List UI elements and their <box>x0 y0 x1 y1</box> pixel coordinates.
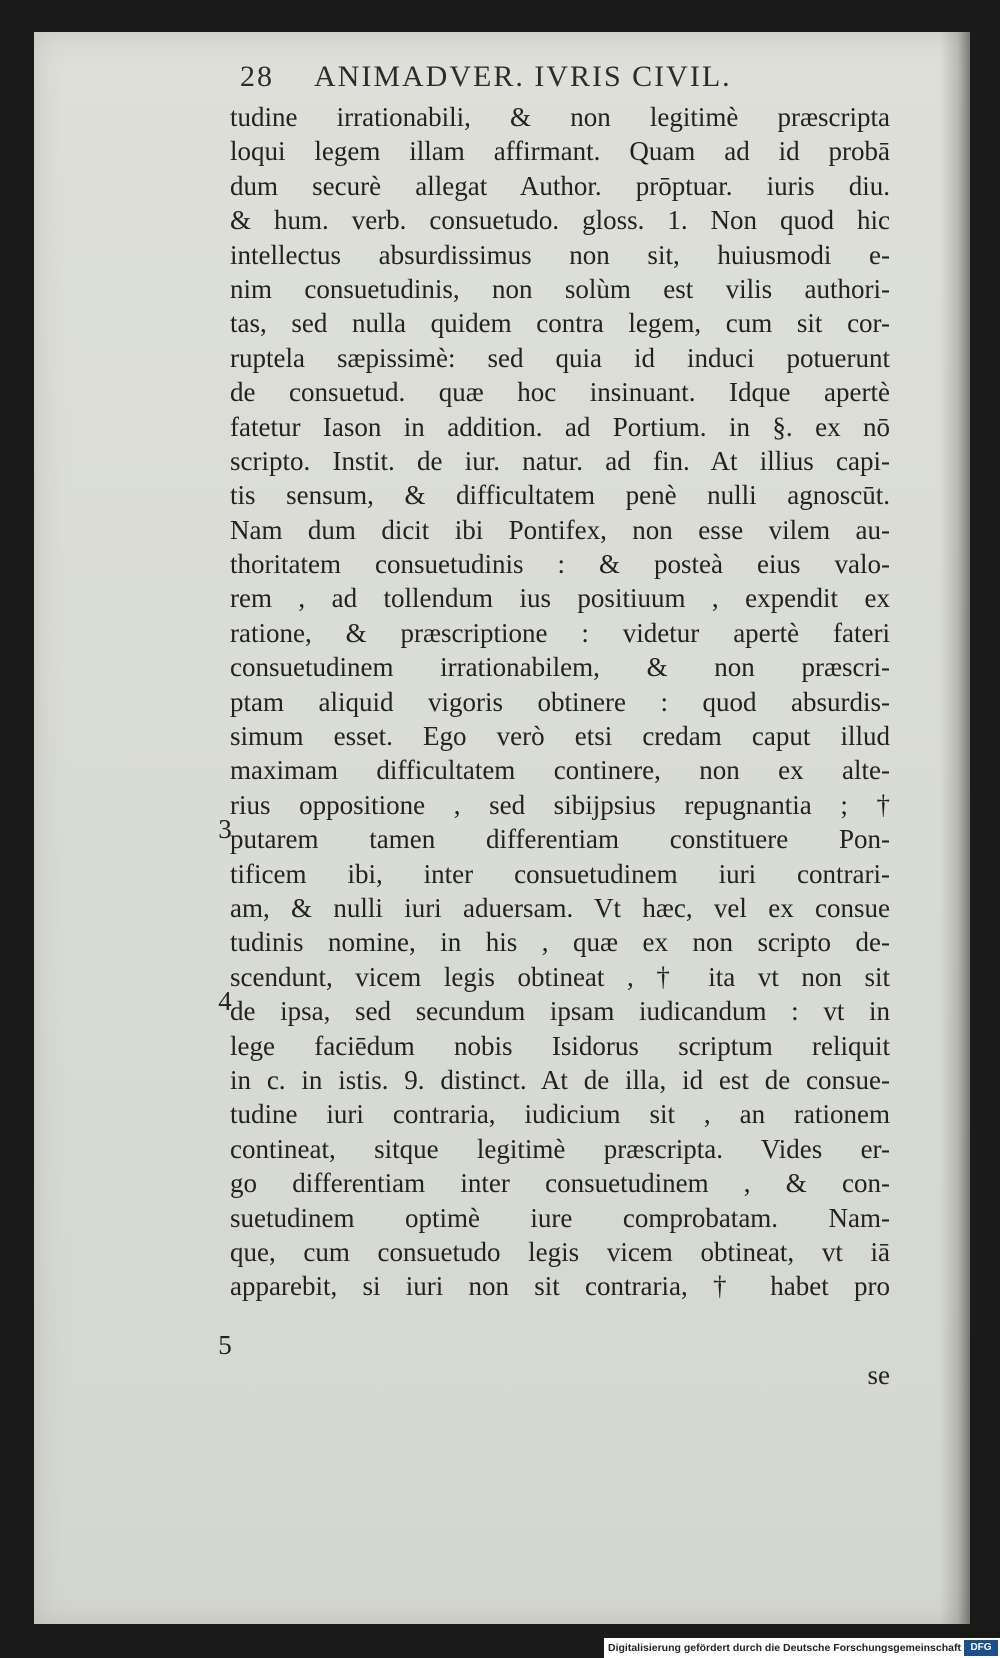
text-line: loqui legem illam affirmant. Quam ad id probā <box>230 136 890 167</box>
text-line: rem , ad tollendum ius positiuum , expendit ex <box>230 583 890 614</box>
marginal-number: 4 <box>218 986 232 1016</box>
page-number: 28 <box>240 60 274 93</box>
text-line: & hum. verb. consuetudo. gloss. 1. Non quod hic <box>230 205 890 236</box>
text-line: consuetudinem irrationabilem, & non præscri- <box>230 652 890 683</box>
text-line: tificem ibi, inter consuetudinem iuri contrari- <box>230 858 890 889</box>
text-line: scripto. Instit. de iur. natur. ad fin. At illius capi- <box>230 445 890 476</box>
catchword: se <box>867 1360 890 1390</box>
text-line: lege faciēdum nobis Isidorus scriptum reliquit <box>230 1030 890 1061</box>
text-line: de consuetud. quæ hoc insinuant. Idque apertè <box>230 377 890 408</box>
text-line: in c. in istis. 9. distinct. At de illa, id est de consue- <box>230 1064 890 1095</box>
text-line: ruptela sæpissimè: sed quia id induci potuerunt <box>230 342 890 373</box>
marginal-number: 5 <box>218 1330 232 1360</box>
text-line: apparebit, si iuri non sit contraria, † habet pro <box>230 1271 890 1302</box>
text-line: rius oppositione , sed sibijpsius repugnantia ; † <box>230 789 890 820</box>
funding-footer <box>604 1638 1000 1658</box>
text-line: fatetur Iason in addition. ad Portium. in §. ex nō <box>230 411 890 442</box>
text-line: tudinis nomine, in his , quæ ex non scripto de- <box>230 927 890 958</box>
text-line: tis sensum, & difficultatem penè nulli agnoscūt. <box>230 480 890 511</box>
text-line: tudine irrationabili, & non legitimè præscripta <box>230 102 890 132</box>
dfg-logo: DFG <box>964 1640 998 1656</box>
text-line: suetudinem optimè iure comprobatam. Nam- <box>230 1202 890 1233</box>
text-line: ratione, & præscriptione : videtur apertè fateri <box>230 617 890 648</box>
text-line: tas, sed nulla quidem contra legem, cum sit cor- <box>230 308 890 339</box>
text-line: tudine iuri contraria, iudicium sit , an rationem <box>230 1099 890 1130</box>
text-line: maximam difficultatem continere, non ex alte- <box>230 755 890 786</box>
text-line: dum securè allegat Author. prōptuar. iuris diu. <box>230 170 890 201</box>
text-line: nim consuetudinis, non solùm est vilis authori- <box>230 273 890 304</box>
text-line: ptam aliquid vigoris obtinere : quod absurdis- <box>230 686 890 717</box>
text-line: Nam dum dicit ibi Pontifex, non esse vilem au- <box>230 514 890 545</box>
text-line: thoritatem consuetudinis : & posteà eius valo- <box>230 549 890 580</box>
text-line: intellectus absurdissimus non sit, huiusmodi e- <box>230 239 890 270</box>
text-line: que, cum consuetudo legis vicem obtineat, vt iā <box>230 1236 890 1267</box>
text-line: de ipsa, sed secundum ipsam iudicandum : vt in <box>230 996 890 1027</box>
text-line: go differentiam inter consuetudinem , & con- <box>230 1168 890 1199</box>
text-line: simum esset. Ego verò etsi credam caput illud <box>230 721 890 752</box>
body-text <box>230 100 890 1360</box>
text-line: putarem tamen differentiam constituere Pon- <box>230 824 890 855</box>
text-line: contineat, sitque legitimè præscripta. Vides er- <box>230 1133 890 1164</box>
text-line: am, & nulli iuri aduersam. Vt hæc, vel ex consue <box>230 892 890 923</box>
marginal-number: 3 <box>218 814 232 844</box>
funding-text: Digitalisierung gefördert durch die Deutsche Forschungsgemeinschaft <box>608 1642 961 1654</box>
page-edge-shadow <box>940 32 970 1624</box>
running-head-title: ANIMADVER. IVRIS CIVIL. <box>314 60 732 93</box>
text-line: scendunt, vicem legis obtineat , † ita vt non sit <box>230 961 890 992</box>
running-head <box>240 60 880 100</box>
